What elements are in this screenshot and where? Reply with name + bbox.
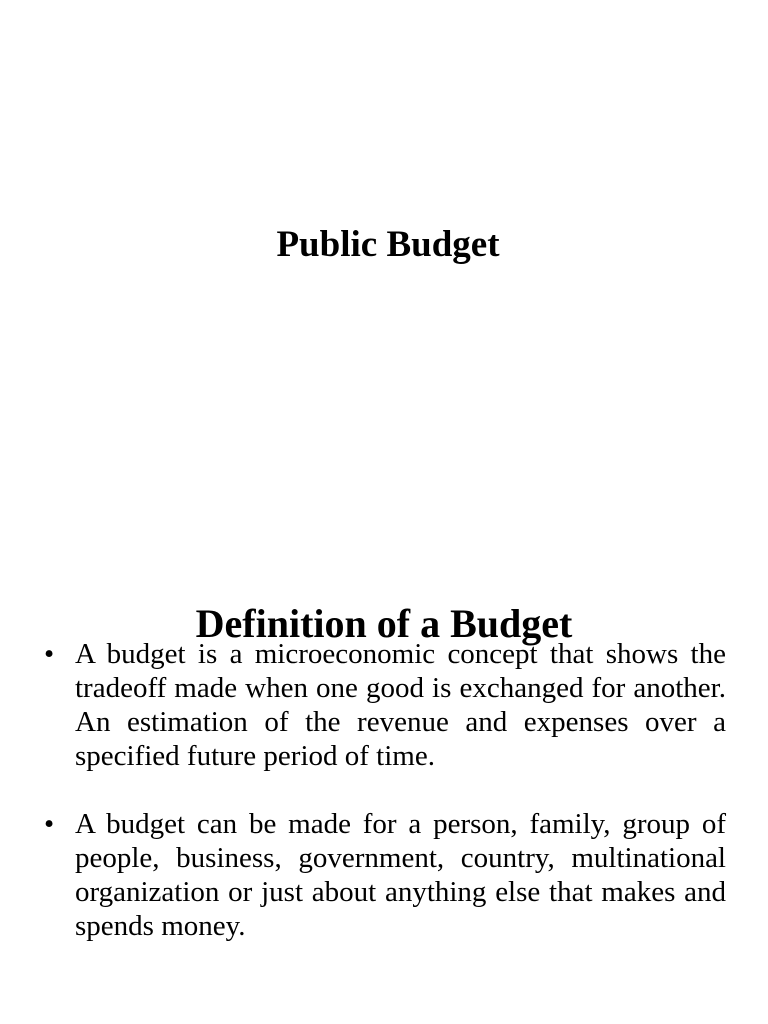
bullet-item — [44, 637, 726, 773]
bullet-text: A budget is a microeconomic concept that shows the tradeoff made when one good is exchanged for another. An estimation of the revenue and expenses over a specified future period of time. — [75, 638, 726, 772]
page-title: Public Budget — [276, 223, 500, 265]
bullet-icon: • — [44, 808, 55, 840]
slide-definition — [0, 540, 768, 1024]
bullet-item — [44, 807, 726, 943]
bullet-icon: • — [44, 638, 55, 670]
bullet-text: A budget can be made for a person, family, group of people, business, government, country, multinational organization or just about anything else that makes and spends money. — [75, 808, 726, 942]
bullet-list — [44, 637, 726, 943]
slide-title — [0, 0, 768, 420]
section-heading: Definition of a Budget — [195, 601, 573, 647]
